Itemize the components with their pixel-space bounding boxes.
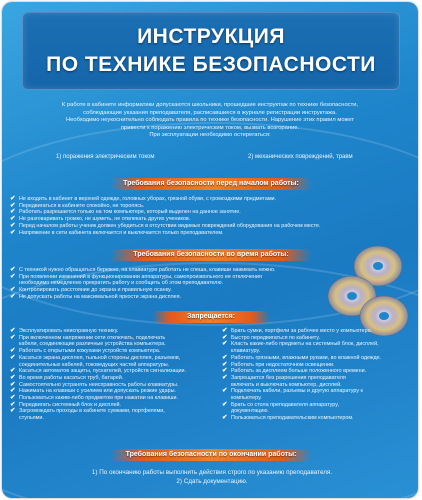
list-item xyxy=(222,382,414,389)
list-item-text: Работать разрешается только на том компьютере, который выделен на данное занятие. xyxy=(19,209,241,216)
list-item-text: Брать со стола преподавателя аппаратуру, xyxy=(231,401,339,408)
checkmark-icon: ✔ xyxy=(10,347,16,355)
list-item xyxy=(222,368,414,375)
checkmark-icon: ✔ xyxy=(10,407,16,415)
checkmark-icon: ✔ xyxy=(10,286,16,294)
list-item xyxy=(10,388,216,395)
cd-discs-image xyxy=(324,242,414,342)
safety-poster xyxy=(2,2,418,498)
checkmark-icon: ✔ xyxy=(10,292,16,300)
list-item xyxy=(10,196,410,203)
list-item xyxy=(10,375,216,382)
list-item xyxy=(10,328,216,335)
list-item xyxy=(10,280,330,287)
checkmark-icon: ✔ xyxy=(10,387,16,395)
list-item xyxy=(222,408,414,415)
list-item-text: Напряжение в сети кабинета включается и выключается только преподавателем. xyxy=(19,229,224,236)
section-heading-before: Требования безопасности перед началом работы: xyxy=(110,178,312,190)
list-item xyxy=(222,362,414,369)
intro-line: соблюдающие указания преподавателя, расписавшиеся в журнале регистрации инструктажа. xyxy=(83,109,337,116)
list-item xyxy=(222,388,414,395)
list-item-text: стульями. xyxy=(19,415,44,422)
list-item xyxy=(10,287,330,294)
section-heading-forbidden: Запрещается: xyxy=(152,311,270,323)
checkmark-icon: ✔ xyxy=(10,367,16,375)
checkmark-icon: ✔ xyxy=(10,353,16,361)
list-item-text: Передвигаться в кабинете спокойно, не торопясь. xyxy=(19,202,145,209)
checkmark-icon: ✔ xyxy=(10,380,16,388)
list-item xyxy=(222,348,414,355)
list-item xyxy=(10,274,330,281)
list-item xyxy=(10,267,330,274)
list-item-text: Касаться экрана дисплея, тыльной стороны дисплея, разъемов, xyxy=(19,354,181,361)
title-line-2: ПО ТЕХНИКЕ БЕЗОПАСНОСТИ xyxy=(46,53,376,76)
intro-line: привести к поражению электрическим током, вызвать возгорание. xyxy=(120,124,300,131)
list-item-text: Работать при недостаточном освещении. xyxy=(231,361,335,368)
checkmark-icon: ✔ xyxy=(222,373,228,381)
checkmark-icon: ✔ xyxy=(222,360,228,368)
list-item-text: Нажимать на клавиши с усилием или допускать резкие удары. xyxy=(19,388,176,395)
intro-line: К работе в кабинете информатики допускаются школьники, прошедшие инструктаж по технике безопасности, xyxy=(61,102,359,108)
list-item-text: клавиатуру. xyxy=(231,348,261,355)
list-item-text: соединительных кабелей, токоведущих частей аппаратуры. xyxy=(19,361,170,368)
checkmark-icon: ✔ xyxy=(10,195,16,202)
checkmark-icon: ✔ xyxy=(222,353,228,361)
checkmark-icon: ✔ xyxy=(10,327,16,334)
list-item xyxy=(10,382,216,389)
intro-line: Необходимо неукоснительно соблюдать правила по технике безопасности. Нарушение этих правил может xyxy=(65,117,355,124)
list-item-text: Класть какие-либо предметы на системный блок, дисплей, xyxy=(231,341,379,348)
list-item xyxy=(10,216,410,223)
list-item xyxy=(222,415,414,422)
list-item-text: Брать сумки, портфели за рабочее место у компьютера. xyxy=(231,328,373,334)
list-item xyxy=(222,402,414,409)
after-line-1: 1) По окончанию работы выполнить действия строго по указанию преподавателя. xyxy=(91,469,333,476)
forbidden-list-left xyxy=(10,328,216,422)
list-item-text: Самостоятельно устранять неисправность работы клавиатуры. xyxy=(19,381,179,388)
checkmark-icon: ✔ xyxy=(10,394,16,402)
checkmark-icon: ✔ xyxy=(10,373,16,381)
intro-line: При эксплуатации необходимо остерегаться: xyxy=(149,132,271,139)
list-item xyxy=(10,348,216,355)
list-item-text: кабели, соединяющие различные устройства компьютера. xyxy=(19,341,166,348)
checkmark-icon: ✔ xyxy=(222,340,228,348)
list-item-text: Эксплуатировать неисправную технику. xyxy=(19,328,119,334)
list-item-text: Передвигать системный блок и дисплей. xyxy=(19,401,121,408)
list-item-text: При включенном напряжении сети отключать, подключать xyxy=(19,334,166,341)
list-item-text: Загромождать проходы в кабинете сумками, портфелями, xyxy=(19,408,165,415)
after-line-2: 2) Сдать документацию. xyxy=(176,478,248,485)
checkmark-icon: ✔ xyxy=(222,327,228,334)
checkmark-icon: ✔ xyxy=(222,387,228,395)
hazard-item-2: 2) механических повреждений, травм xyxy=(248,154,353,160)
checkmark-icon: ✔ xyxy=(222,400,228,408)
checkmark-icon: ✔ xyxy=(10,221,16,229)
list-item xyxy=(222,395,414,402)
checkmark-icon: ✔ xyxy=(10,272,16,280)
list-item xyxy=(10,230,410,237)
list-item xyxy=(10,402,216,409)
list-item-text: Пользоваться преподавательским компьютером. xyxy=(231,415,354,422)
list-item-text: документацию. xyxy=(231,408,269,415)
list-item xyxy=(10,408,216,415)
list-item-text: компьютеру. xyxy=(231,395,262,402)
list-item xyxy=(222,328,414,335)
list-item xyxy=(10,395,216,402)
list-item-text: Работать грязными, влажными руками, во влажной одежде. xyxy=(231,354,382,361)
checkmark-icon: ✔ xyxy=(10,400,16,408)
list-item-text: Пользоваться каким-либо предметом при нажатии на клавиши. xyxy=(19,395,178,402)
checkmark-icon: ✔ xyxy=(10,215,16,223)
checkmark-icon: ✔ xyxy=(10,208,16,216)
checkmark-icon: ✔ xyxy=(222,333,228,341)
list-item-text: Во время работы касаться труб, батарей. xyxy=(19,374,124,381)
list-item-text: Подключать кабели, разъемы и другую аппаратуру к xyxy=(231,388,363,395)
section-heading-during: Требования безопасности во время работы: xyxy=(110,249,312,261)
list-item-text: Быстро передвигаться по кабинету. xyxy=(231,334,320,341)
list-item-text: Запрещается без разрешения преподавателя xyxy=(231,374,346,381)
list-item xyxy=(222,375,414,382)
list-item-text: Не входить в кабинет в верхней одежде, головных уборах, грязной обуви, с громоздкими предметами. xyxy=(19,196,277,202)
hazard-item-1: 1) поражения электрическим током xyxy=(56,154,155,160)
list-item xyxy=(222,341,414,348)
title-panel xyxy=(22,12,400,90)
checkmark-icon: ✔ xyxy=(10,266,16,273)
list-item-text: Контролировать расстояние до экрана и правильную осанку. xyxy=(19,287,172,294)
list-item xyxy=(222,355,414,362)
list-item xyxy=(10,368,216,375)
list-item xyxy=(10,355,216,362)
intro-text xyxy=(18,102,402,140)
checkmark-icon: ✔ xyxy=(10,201,16,209)
forbidden-list-right xyxy=(222,328,414,422)
list-item xyxy=(10,294,330,301)
checkmark-icon: ✔ xyxy=(10,333,16,341)
list-item xyxy=(10,209,410,216)
list-item-text: С техникой нужно обращаться бережно, на клавиатуре работать не спеша, клавиши нажимать нежно. xyxy=(19,267,276,273)
list-item-text: При появлении изменений в функционировании аппаратуры, самопроизвольного ее отключения xyxy=(19,273,262,280)
list-item-text: включать и выключать компьютер, дисплей. xyxy=(231,381,342,388)
list-item-text: необходимо немедленно прекратить работу и сообщить об этом преподавателю. xyxy=(19,280,223,287)
list-item-text: Не допускать работы на максимальной яркости экрана дисплея. xyxy=(19,293,182,300)
list-item-text: Касаться автоматов защиты, пускателей, устройств сигнализации. xyxy=(19,368,187,375)
checkmark-icon: ✔ xyxy=(222,367,228,375)
before-list xyxy=(10,196,410,236)
list-item-text: Работать за дисплеем больше положенного времени. xyxy=(231,368,367,375)
list-item-text: Не разговаривать громко, не шуметь, не отвлекать других учеников. xyxy=(19,216,191,223)
list-item-text: Работать с открытыми кожухами устройств компьютера. xyxy=(19,348,161,355)
list-item xyxy=(10,415,216,422)
list-item xyxy=(10,223,410,230)
list-item-text: Перед началом работы ученик должен убедиться в отсутствии видимых повреждений оборудования на рабочем месте. xyxy=(19,222,321,229)
during-list xyxy=(10,267,330,301)
checkmark-icon: ✔ xyxy=(222,414,228,422)
checkmark-icon: ✔ xyxy=(10,228,16,236)
title-line-1: ИНСТРУКЦИЯ xyxy=(137,25,285,48)
section-heading-after: Требования безопасности по окончании работы: xyxy=(110,449,312,461)
